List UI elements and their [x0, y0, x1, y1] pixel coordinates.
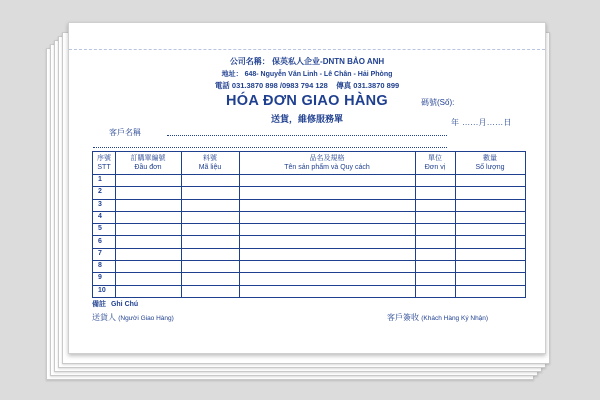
deliverer-label: 送貨人 [92, 313, 116, 322]
header-cell-stt: 序號 STT [97, 155, 111, 171]
row-number: 6 [98, 237, 102, 245]
customer-sign-label: 客戶簽收 [387, 313, 419, 322]
table-header-row [93, 152, 525, 175]
header-cell-order: 訂購單編號 Đầu đơn [130, 155, 166, 171]
header-cell-quantity: 數量 Số lượng [475, 155, 505, 171]
row-number: 8 [98, 262, 102, 270]
table-row [93, 236, 525, 249]
invoice-number-label: 碼號(Số): [421, 98, 455, 107]
row-number: 10 [98, 286, 106, 294]
perforation-line [69, 49, 545, 50]
address-line [69, 69, 545, 79]
table-row [93, 186, 525, 199]
company-line [69, 56, 545, 67]
header-cell-unit: 單位 Đơn vị [424, 155, 446, 171]
row-number: 7 [98, 249, 102, 257]
note-line [92, 299, 138, 309]
customer-label: 客戶名稱 [109, 128, 141, 137]
row-number: 3 [98, 200, 102, 208]
customer-name-line [167, 135, 447, 136]
note-label: 備註 [92, 301, 106, 308]
items-table [92, 151, 526, 298]
phone-value: 031.3870 898 /0983 794 128 [231, 81, 328, 90]
contact-line [69, 80, 545, 91]
table-row [93, 174, 525, 187]
note-value: Ghi Chú [110, 301, 139, 308]
customer-signature [387, 312, 488, 323]
row-number: 9 [98, 274, 102, 282]
row-number: 5 [98, 225, 102, 233]
fax-label: 傳真 [336, 81, 352, 90]
table-row [93, 272, 525, 285]
delivery-invoice-form [68, 22, 546, 354]
table-row [93, 248, 525, 261]
deliverer-signature [92, 312, 174, 323]
table-row [93, 223, 525, 236]
phone-label: 電話 [214, 81, 230, 90]
row-number: 2 [98, 188, 102, 196]
fax-value: 031.3870 899 [353, 81, 400, 90]
header-cell-material: 料號 Mã liệu [198, 155, 222, 171]
deliverer-note: (Người Giao Hàng) [118, 315, 174, 322]
form-title: HÓA ĐƠN GIAO HÀNG [226, 93, 388, 109]
table-row [93, 285, 525, 297]
row-number: 1 [98, 176, 102, 183]
header-cell-product: 品名及規格 Tên sản phẩm và Quy cách [284, 155, 370, 171]
address-value: 648- Nguyễn Văn Linh - Lê Chân - Hải Phòng [244, 71, 393, 78]
table-row [93, 211, 525, 224]
customer-sign-note: (Khách Hàng Ký Nhận) [421, 315, 489, 322]
customer-extra-line [93, 147, 447, 148]
date-field: 年 ......月......日 [451, 118, 512, 127]
row-number: 4 [98, 212, 102, 220]
company-label: 公司名稱： [229, 57, 270, 66]
company-name: 保英私人企业-DNTN BẢO ANH [272, 57, 385, 66]
table-row [93, 199, 525, 212]
address-label: 地址： [221, 71, 243, 78]
form-subtitle: 送貨，維修服務單 [270, 114, 343, 124]
table-row [93, 260, 525, 273]
